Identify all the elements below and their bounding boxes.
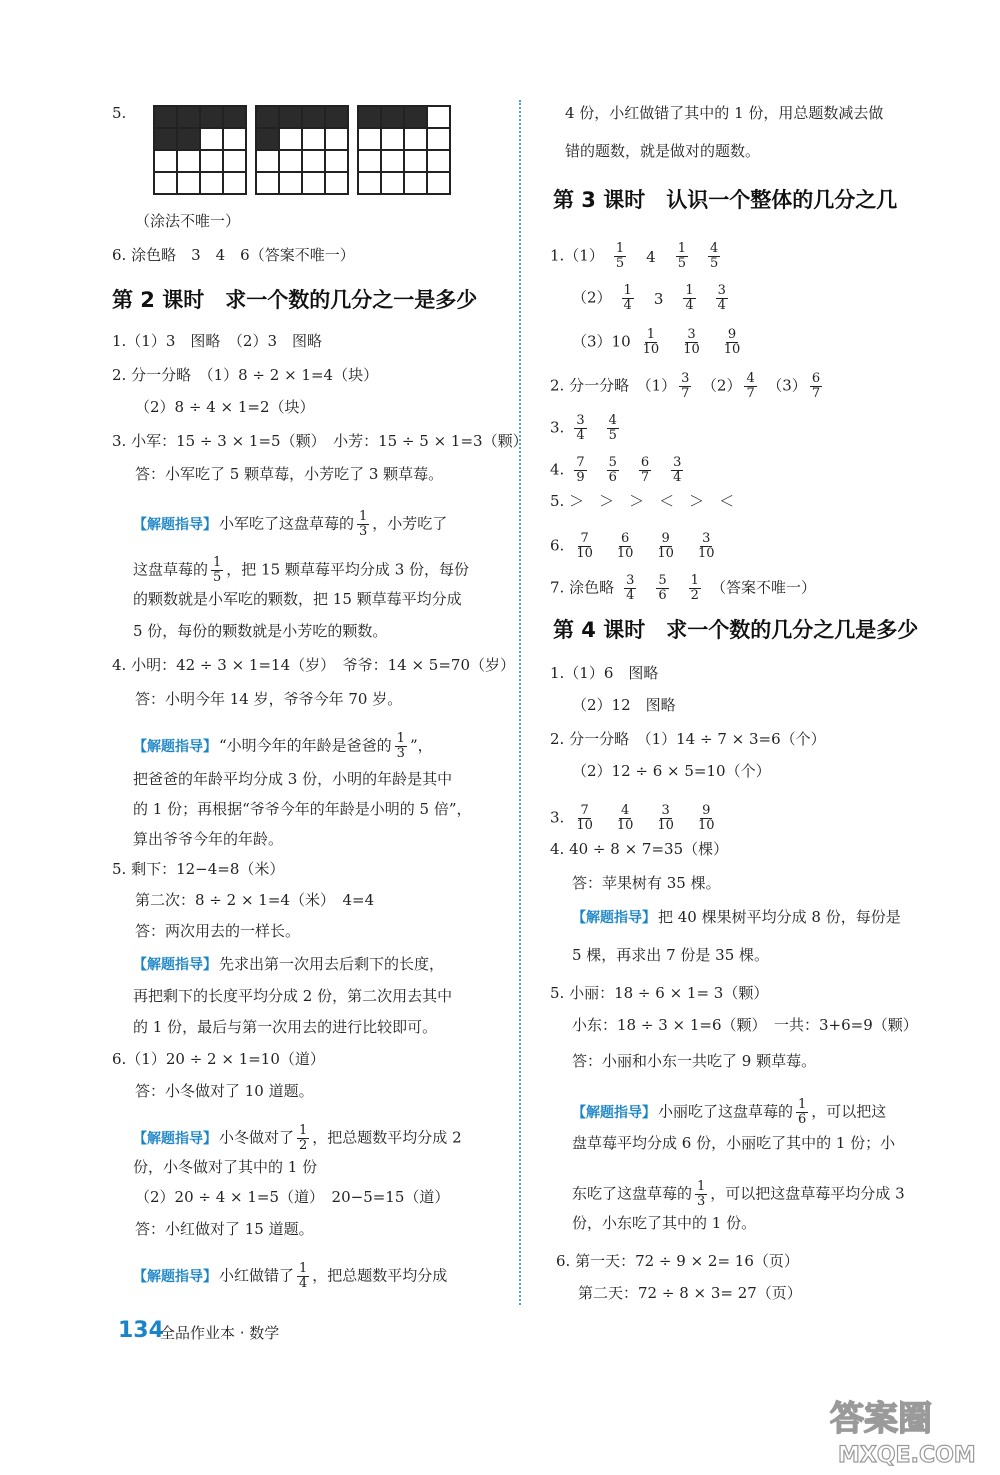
r-top-line2: 错的题数，就是做对的题数。	[565, 142, 761, 160]
grid-cell	[200, 128, 223, 150]
fraction: $\frac{3}{4}$	[717, 283, 726, 313]
fraction: $\frac{5}{6}$	[658, 573, 667, 603]
r3-q6: 6. $\frac{7}{10}$ $\frac{6}{10}$ $\frac{9}{10}$ $\frac{3}{10}$	[550, 532, 727, 561]
r4-q6b: 第二天：72 ÷ 8 × 3= 27（页）	[578, 1284, 802, 1302]
l2-q3a: 3. 小军：15 ÷ 3 × 1=5（颗） 小芳：15 ÷ 5 × 1=3（颗）	[112, 432, 528, 450]
r4-q4a: 4. 40 ÷ 8 × 7=35（棵）	[550, 840, 729, 858]
l2-q3b: 答：小军吃了 5 颗草莓，小芳吃了 3 颗草莓。	[135, 465, 444, 483]
fraction: $\frac{9}{10}$	[723, 327, 741, 357]
grid-cell	[404, 172, 427, 194]
book-title: 全品作业本 · 数学	[160, 1324, 280, 1342]
grid-cell	[427, 106, 450, 128]
grid-cell	[200, 150, 223, 172]
hint-tag: 【解题指导】	[572, 1104, 656, 1121]
r4-q5c: 答：小丽和小东一共吃了 9 颗草莓。	[572, 1052, 817, 1070]
fraction: $\frac{1}{10}$	[642, 327, 660, 357]
fraction	[741, 371, 759, 401]
grid-cell	[154, 106, 177, 128]
l2-q2a: 2. 分一分略 （1）8 ÷ 2 × 1=4（块）	[112, 366, 379, 384]
grid-cell	[325, 128, 348, 150]
r4-q5b: 小东：18 ÷ 3 × 1=6（颗） 一共：3+6=9（颗）	[572, 1016, 918, 1034]
r4-q2b: （2）12 ÷ 6 × 5=10（个）	[572, 762, 771, 780]
lesson-3-heading: 第 3 课时 认识一个整体的几分之几	[553, 188, 898, 212]
grid-cell	[358, 150, 381, 172]
fraction: $\frac{4}{5}$	[608, 413, 617, 443]
grid-cell	[404, 150, 427, 172]
hint-8-line2: 5 棵，再求出 7 份是 35 棵。	[572, 946, 770, 964]
fraction: $\frac{7}{10}$	[576, 803, 593, 833]
grid-cell	[358, 106, 381, 128]
grid-cell	[177, 172, 200, 194]
fraction: $\frac{3}{10}$	[657, 803, 674, 833]
r4-q5a: 5. 小丽：18 ÷ 6 × 1= 3（颗）	[550, 984, 769, 1002]
l2-q4b: 答：小明今年 14 岁，爷爷今年 70 岁。	[135, 690, 403, 708]
fraction	[676, 371, 694, 401]
l2-q2b: （2）8 ÷ 4 × 1=2（块）	[135, 398, 315, 416]
fraction: $\frac{3}{4}$	[626, 573, 635, 603]
grid-cell	[177, 150, 200, 172]
fraction: $\frac{1}{3}$	[396, 731, 405, 761]
fraction: $\frac{7}{10}$	[576, 531, 593, 561]
fraction: $\frac{3}{4}$	[673, 455, 682, 485]
r3-q7: 7. 涂色略 $\frac{3}{4}$ $\frac{5}{6}$ $\frac{1}{2}$ （答案不唯一）	[550, 573, 816, 603]
fraction: $\frac{4}{10}$	[616, 803, 634, 833]
fraction: $\frac{1}{3}$	[359, 509, 368, 539]
fraction: $\frac{1}{5}$	[213, 555, 222, 585]
l2-q4a: 4. 小明：42 ÷ 3 × 1=14（岁） 爷爷：14 × 5=70（岁）	[112, 656, 516, 674]
fraction-row	[564, 531, 726, 561]
hint-6-line2: 份，小冬做对了其中的 1 份	[133, 1158, 318, 1176]
r3-q2: 2. 分一分略 （1） $\frac{3}{7}$ （2） $\frac{4}{7}$ （3） $\frac{6}{7}$	[550, 372, 825, 401]
grid-cell	[154, 150, 177, 172]
hint-tag: 【解题指导】	[133, 738, 217, 755]
l2-q6c: （2）20 ÷ 4 × 1=5（道） 20−5=15（道）	[135, 1188, 450, 1206]
grid-cell	[154, 128, 177, 150]
r-top-line1: 4 份，小红做错了其中的 1 份，用总题数减去做	[565, 104, 884, 122]
fraction	[807, 371, 825, 401]
grid-cell	[427, 150, 450, 172]
fraction-row	[564, 455, 693, 485]
grid-cell	[279, 150, 302, 172]
grid-cell	[279, 172, 302, 194]
fraction: $\frac{6}{7}$	[640, 455, 650, 485]
r4-q2a: 2. 分一分略 （1）14 ÷ 7 × 3=6（个）	[550, 730, 826, 748]
fraction-grid-3	[357, 105, 451, 195]
fraction: $\frac{5}{6}$	[608, 455, 617, 485]
fraction: $\frac{4}{5}$	[709, 241, 719, 271]
hint-9-line3: 东吃了这盘草莓的 $\frac{1}{3}$ ，可以把这盘草莓平均分成 3	[572, 1179, 905, 1209]
grid-cell	[358, 172, 381, 194]
lesson-4-heading: 第 4 课时 求一个数的几分之几是多少	[553, 618, 919, 642]
l2-q6b: 答：小冬做对了 10 道题。	[135, 1082, 314, 1100]
hint-tag: 【解题指导】	[572, 910, 656, 926]
hint-tag: 【解题指导】	[133, 957, 217, 973]
r4-q6a: 6. 第一天：72 ÷ 9 × 2= 16（页）	[556, 1252, 799, 1270]
grid-cell	[279, 106, 302, 128]
l2-q5c: 答：两次用去的一样长。	[135, 922, 301, 940]
hint-tag: 【解题指导】	[133, 1130, 217, 1147]
hint-4-line3: 的 1 份；再根据“爷爷今年的年龄是小明的 5 倍”，	[133, 800, 472, 818]
fraction: $\frac{1}{5}$	[677, 241, 686, 271]
hint-4-line2: 把爸爸的年龄平均分成 3 份，小明的年龄是其中	[133, 770, 453, 788]
r3-q5: 5. ＞ ＞ ＞ ＜ ＞ ＜	[550, 492, 735, 510]
grid-cell	[358, 128, 381, 150]
r4-q4b: 答：苹果树有 35 棵。	[572, 874, 721, 892]
hint-7-line1: 【解题指导】 小红做错了 $\frac{1}{4}$ ，把总题数平均分成	[133, 1261, 448, 1291]
fraction: $\frac{9}{10}$	[657, 531, 674, 561]
hint-3-line4: 5 份，每份的颗数就是小芳吃的颗数。	[133, 622, 388, 640]
hint-3-line1: 【解题指导】 小军吃了这盘草莓的 $\frac{1}{3}$ ，小芳吃了	[133, 509, 448, 539]
grid-cell	[381, 150, 404, 172]
q6-answer: 6. 涂色略 3 4 6（答案不唯一）	[112, 246, 355, 264]
fraction: $\frac{1}{2}$	[299, 1123, 308, 1153]
l2-q5a: 5. 剩下：12−4=8（米）	[112, 860, 285, 878]
fraction: $\frac{1}{3}$	[697, 1179, 706, 1209]
hint-tag: 【解题指导】	[133, 1268, 217, 1285]
lesson-2-heading: 第 2 课时 求一个数的几分之一是多少	[112, 288, 478, 312]
grid-cell	[404, 128, 427, 150]
hint-tag: 【解题指导】	[133, 516, 217, 533]
hint-3-line3: 的颗数就是小军吃的颗数，把 15 颗草莓平均分成	[133, 590, 462, 608]
hint-4-line1: 【解题指导】 “小明今年的年龄是爸爸的 $\frac{1}{3}$ ”，	[133, 731, 433, 761]
grid-cell	[223, 172, 246, 194]
r3-q4: 4. $\frac{7}{9}$ $\frac{5}{6}$ $\frac{6}{7}$ $\frac{3}{4}$	[550, 456, 693, 485]
hint-3-line2: 这盘草莓的 $\frac{1}{5}$ ，把 15 颗草莓平均分成 3 份，每份	[133, 555, 470, 585]
hint-8-line1: 【解题指导】 把 40 棵果树平均分成 8 份，每份是	[572, 908, 901, 926]
fraction: $\frac{1}{6}$	[798, 1097, 807, 1127]
grid-cell	[302, 172, 325, 194]
fraction: $\frac{1}{4}$	[685, 283, 694, 313]
r3-q1-row3: （3）10 $\frac{1}{10}$ $\frac{3}{10}$ $\frac{9}{10}$	[572, 328, 752, 357]
fraction: $\frac{3}{4}$	[576, 413, 585, 443]
grid-cell	[325, 172, 348, 194]
fraction: $\frac{6}{7}$	[811, 371, 821, 401]
grid-cell	[325, 150, 348, 172]
r4-q1a: 1.（1）6 图略	[550, 664, 659, 682]
grid-cell	[256, 150, 279, 172]
fraction: $\frac{3}{10}$	[683, 327, 700, 357]
fraction: $\frac{3}{10}$	[697, 531, 715, 561]
page-number: 134	[118, 1318, 164, 1343]
grid-cell	[256, 106, 279, 128]
l2-q5b: 第二次：8 ÷ 2 × 1=4（米） 4=4	[135, 891, 375, 909]
svg-text:答案圈: 答案圈	[830, 1399, 932, 1439]
hint-5-line3: 的 1 份，最后与第一次用去的进行比较即可。	[133, 1018, 438, 1036]
watermark-logo	[820, 1390, 990, 1470]
q5-note: （涂法不唯一）	[135, 212, 241, 230]
l2-q6d: 答：小红做对了 15 道题。	[135, 1220, 314, 1238]
r3-q3: 3. $\frac{3}{4}$ $\frac{4}{5}$	[550, 414, 629, 443]
hint-6-line1: 【解题指导】 小冬做对了 $\frac{1}{2}$ ，把总题数平均分成 2	[133, 1123, 462, 1153]
q5-label: 5.	[112, 104, 127, 122]
hint-9-line2: 盘草莓平均分成 6 份，小丽吃了其中的 1 份；小	[572, 1134, 896, 1152]
fraction: 4	[646, 247, 656, 266]
fraction: $\frac{1}{4}$	[623, 283, 632, 313]
grid-cell	[302, 106, 325, 128]
fraction-row	[614, 573, 711, 603]
grid-cell	[381, 106, 404, 128]
grid-cell	[200, 172, 223, 194]
svg-text:MXQE.COM: MXQE.COM	[838, 1443, 976, 1468]
fraction-grid-1	[153, 105, 247, 195]
grid-cell	[223, 106, 246, 128]
fraction-grid-2	[255, 105, 349, 195]
grid-cell	[279, 128, 302, 150]
grid-cell	[154, 172, 177, 194]
fraction: 3	[653, 289, 664, 308]
r3-q1-row1: 1.（1） $\frac{1}{5}$ 4 $\frac{1}{5}$ $\frac{4}{5}$	[550, 242, 730, 271]
fraction: $\frac{4}{7}$	[746, 371, 755, 401]
r4-q1b: （2）12 图略	[572, 696, 676, 714]
fraction: $\frac{1}{5}$	[615, 241, 625, 271]
grid-cell	[256, 128, 279, 150]
grid-cell	[302, 150, 325, 172]
hint-9-line4: 份，小东吃了其中的 1 份。	[572, 1214, 757, 1232]
fraction: $\frac{9}{10}$	[697, 803, 715, 833]
grid-cell	[427, 172, 450, 194]
grid-cell	[256, 172, 279, 194]
fraction-row	[564, 803, 726, 833]
column-divider	[519, 100, 521, 1305]
r4-q3: 3. $\frac{7}{10}$ $\frac{4}{10}$ $\frac{3}{10}$ $\frac{9}{10}$	[550, 804, 727, 833]
r3-q1-row2: （2） $\frac{1}{4}$ 3 $\frac{1}{4}$ $\frac{3}{4}$	[572, 284, 738, 313]
hint-9-line1: 【解题指导】 小丽吃了这盘草莓的 $\frac{1}{6}$ ，可以把这	[572, 1097, 887, 1127]
hint-4-line4: 算出爷爷今年的年龄。	[133, 830, 284, 848]
grid-cell	[381, 172, 404, 194]
grid-cell	[223, 128, 246, 150]
grid-cell	[302, 128, 325, 150]
grid-cell	[325, 106, 348, 128]
grid-cell	[200, 106, 223, 128]
grid-cell	[381, 128, 404, 150]
fraction: $\frac{1}{4}$	[299, 1261, 308, 1291]
grid-cell	[427, 128, 450, 150]
grid-cell	[177, 128, 200, 150]
fraction: $\frac{7}{9}$	[576, 455, 585, 485]
fraction: $\frac{3}{7}$	[681, 371, 690, 401]
hint-5-line2: 再把剩下的长度平均分成 2 份，第二次用去其中	[133, 987, 453, 1005]
l2-q6a: 6.（1）20 ÷ 2 × 1=10（道）	[112, 1050, 325, 1068]
hint-5-line1: 【解题指导】 先求出第一次用去后剩下的长度，	[133, 955, 445, 973]
fraction: $\frac{1}{2}$	[690, 573, 699, 603]
fraction: $\frac{6}{10}$	[616, 531, 634, 561]
grid-cell	[404, 106, 427, 128]
grid-cell	[177, 106, 200, 128]
l2-q1: 1.（1）3 图略 （2）3 图略	[112, 332, 322, 350]
grid-cell	[223, 150, 246, 172]
